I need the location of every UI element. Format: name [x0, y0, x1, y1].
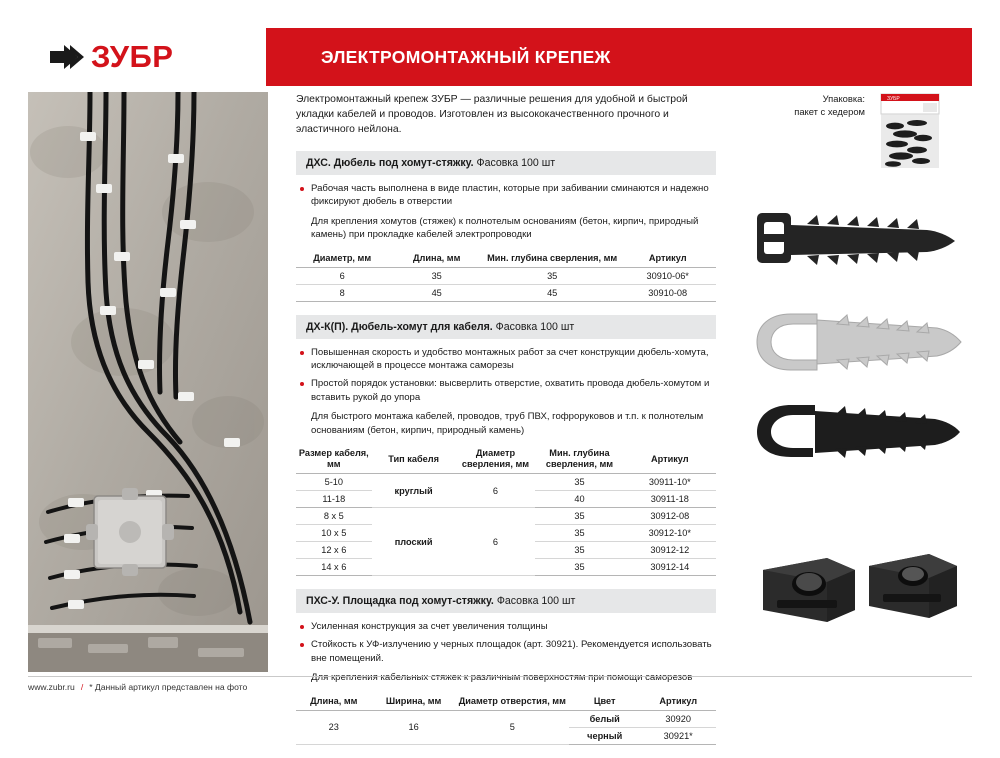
cell-article: 30921*	[640, 727, 716, 744]
list-item: Простой порядок установки: высверлить отверстие, охватить провода дюбель-хомутом и вставить рукой до упора	[296, 377, 716, 404]
column-header: Длина, мм	[388, 250, 485, 268]
cell: 45	[485, 284, 619, 301]
spec-table-phs-u	[296, 693, 716, 745]
svg-text:ЗУБР: ЗУБР	[887, 96, 900, 102]
section-title: ДХ-К(П). Дюбель-хомут для кабеля.	[306, 320, 493, 333]
cell: 35	[535, 474, 623, 491]
logo-text: ЗУБР	[91, 39, 174, 74]
cell: 35	[388, 267, 485, 284]
package-bag-illustration	[875, 92, 947, 170]
section-note: Для крепления кабельных стяжек к различным поверхностям при помощи саморезов	[311, 672, 693, 684]
page-title: ЭЛЕКТРОМОНТАЖНЫЙ КРЕПЕЖ	[321, 46, 611, 67]
column-header: Диаметр, мм	[296, 250, 388, 268]
column-header: Ширина, мм	[372, 693, 456, 711]
cell: 35	[535, 542, 623, 559]
column-header: Мин. глубина сверления, мм	[535, 445, 623, 474]
section-title: ДХС. Дюбель под хомут-стяжку.	[306, 157, 474, 169]
feature-list	[296, 620, 716, 665]
packaging-line-2: пакет с хедером	[794, 106, 865, 117]
list-item: Стойкость к УФ-излучению у черных площадок (арт. 30921). Рекомендуется использовать вне помещений.	[296, 638, 716, 665]
column-header: Диаметр отверстия, мм	[456, 693, 569, 711]
section-dh-kp	[296, 315, 716, 576]
table-row	[296, 267, 716, 284]
cell: 16	[372, 710, 456, 744]
section-heading	[296, 315, 716, 339]
cell-color: белый	[569, 710, 640, 727]
cable-tie-mount-illustration	[751, 544, 969, 630]
section-note: Для крепления хомутов (стяжек) к полнотелым основаниям (бетон, кирпич, природный камень) при прокладке кабелей электропроводки	[311, 215, 699, 241]
product-images-column	[745, 92, 975, 635]
intro-text: Электромонтажный крепеж ЗУБР — различные решения для удобной и быстрой укладки кабелей и проводов. Изготовлен из высококачественного прочного и эластичного нейлона.	[296, 94, 688, 135]
cell-article: 30912-08	[624, 508, 716, 525]
cell: 6	[456, 474, 536, 508]
section-heading	[296, 589, 716, 613]
list-item: Повышенная скорость и удобство монтажных работ за счет конструкции дюбель-хомута, исключающей в процессе монтажа саморезы	[296, 346, 716, 373]
cell: 35	[535, 525, 623, 542]
cell: 11-18	[296, 491, 372, 508]
packaging-block	[745, 92, 975, 175]
cell: 5-10	[296, 474, 372, 491]
page-header	[28, 28, 972, 86]
spec-table-dh-kp	[296, 445, 716, 576]
page-footer	[28, 676, 972, 692]
table-row	[296, 710, 716, 727]
product-application-photo	[28, 92, 268, 672]
product-image-dhs	[745, 197, 975, 288]
cell: 35	[535, 559, 623, 576]
column-header: Артикул	[624, 445, 716, 474]
cell: 10 х 5	[296, 525, 372, 542]
column-header: Артикул	[619, 250, 716, 268]
cell: 35	[485, 267, 619, 284]
cell-article: 30911-10*	[624, 474, 716, 491]
cell: 6	[456, 508, 536, 576]
cell-color: черный	[569, 727, 640, 744]
cell-article: 30912-12	[624, 542, 716, 559]
column-header: Мин. глубина сверления, мм	[485, 250, 619, 268]
product-image-phs-u	[745, 544, 975, 635]
cell: 8	[296, 284, 388, 301]
column-header: Размер кабеля, мм	[296, 445, 372, 474]
cell-article: 30912-10*	[624, 525, 716, 542]
photo-illustration	[28, 92, 268, 672]
cell-article: 30911-18	[624, 491, 716, 508]
section-heading	[296, 151, 716, 175]
packaging-line-1: Упаковка:	[822, 93, 865, 104]
list-item: Усиленная конструкция за счет увеличения толщины	[296, 620, 716, 633]
table-header-row	[296, 693, 716, 711]
section-note: Для быстрого монтажа кабелей, проводов, труб ПВХ, гофроруковов и т.п. к полнотелым основаниям (бетон, кирпич, природный камень)	[311, 411, 704, 436]
spec-table-dhs	[296, 250, 716, 302]
packaging-label	[745, 92, 865, 118]
cell-article: 30910-06*	[619, 267, 716, 284]
footer-note: * Данный артикул представлен на фото	[89, 682, 248, 692]
table-header-row	[296, 250, 716, 268]
list-item: Рабочая часть выполнена в виде пластин, которые при забивании сминаются и надежно фиксируют дюбель в отверстии	[296, 182, 716, 209]
cell-cable-type: плоский	[372, 508, 456, 576]
logo-arrow-icon	[50, 42, 84, 72]
cell: 12 х 6	[296, 542, 372, 559]
cell: 23	[296, 710, 372, 744]
cell: 8 х 5	[296, 508, 372, 525]
column-header: Диаметр сверления, мм	[456, 445, 536, 474]
cell-cable-type: круглый	[372, 474, 456, 508]
cell-article: 30912-14	[624, 559, 716, 576]
section-subtitle: Фасовка 100 шт	[492, 320, 575, 333]
mount-left	[763, 558, 855, 622]
packaging-photo	[875, 92, 947, 175]
table-row	[296, 508, 716, 525]
table-header-row	[296, 445, 716, 474]
product-image-dh-p-black	[745, 395, 975, 474]
section-subtitle: Фасовка 100 шт	[473, 157, 556, 169]
column-header: Цвет	[569, 693, 640, 711]
column-header: Тип кабеля	[372, 445, 456, 474]
dowel-clamp-grey-illustration	[751, 306, 969, 380]
cell: 5	[456, 710, 569, 744]
dowel-clamp-black-illustration	[751, 395, 969, 469]
section-title: ПХС-У. Площадка под хомут-стяжку.	[306, 595, 494, 608]
website-link[interactable]: www.zubr.ru	[28, 682, 75, 692]
brand-logo	[28, 28, 266, 86]
cell: 6	[296, 267, 388, 284]
cell: 14 х 6	[296, 559, 372, 576]
content-column	[296, 92, 716, 758]
section-subtitle: Фасовка 100 шт	[493, 595, 576, 608]
cell-article: 30920	[640, 710, 716, 727]
column-header: Артикул	[640, 693, 716, 711]
dowel-for-cable-tie-illustration	[751, 197, 969, 283]
mount-right	[869, 554, 957, 618]
column-header: Длина, мм	[296, 693, 372, 711]
section-phs-u	[296, 589, 716, 745]
cell: 40	[535, 491, 623, 508]
table-row	[296, 474, 716, 491]
cell-article: 30910-08	[619, 284, 716, 301]
feature-list	[296, 346, 716, 405]
footer-separator: /	[80, 682, 84, 692]
cell: 45	[388, 284, 485, 301]
section-dhs	[296, 151, 716, 302]
feature-list	[296, 182, 716, 209]
junction-box	[86, 488, 174, 576]
table-row	[296, 284, 716, 301]
cell: 35	[535, 508, 623, 525]
product-image-dh-k-grey	[745, 306, 975, 385]
